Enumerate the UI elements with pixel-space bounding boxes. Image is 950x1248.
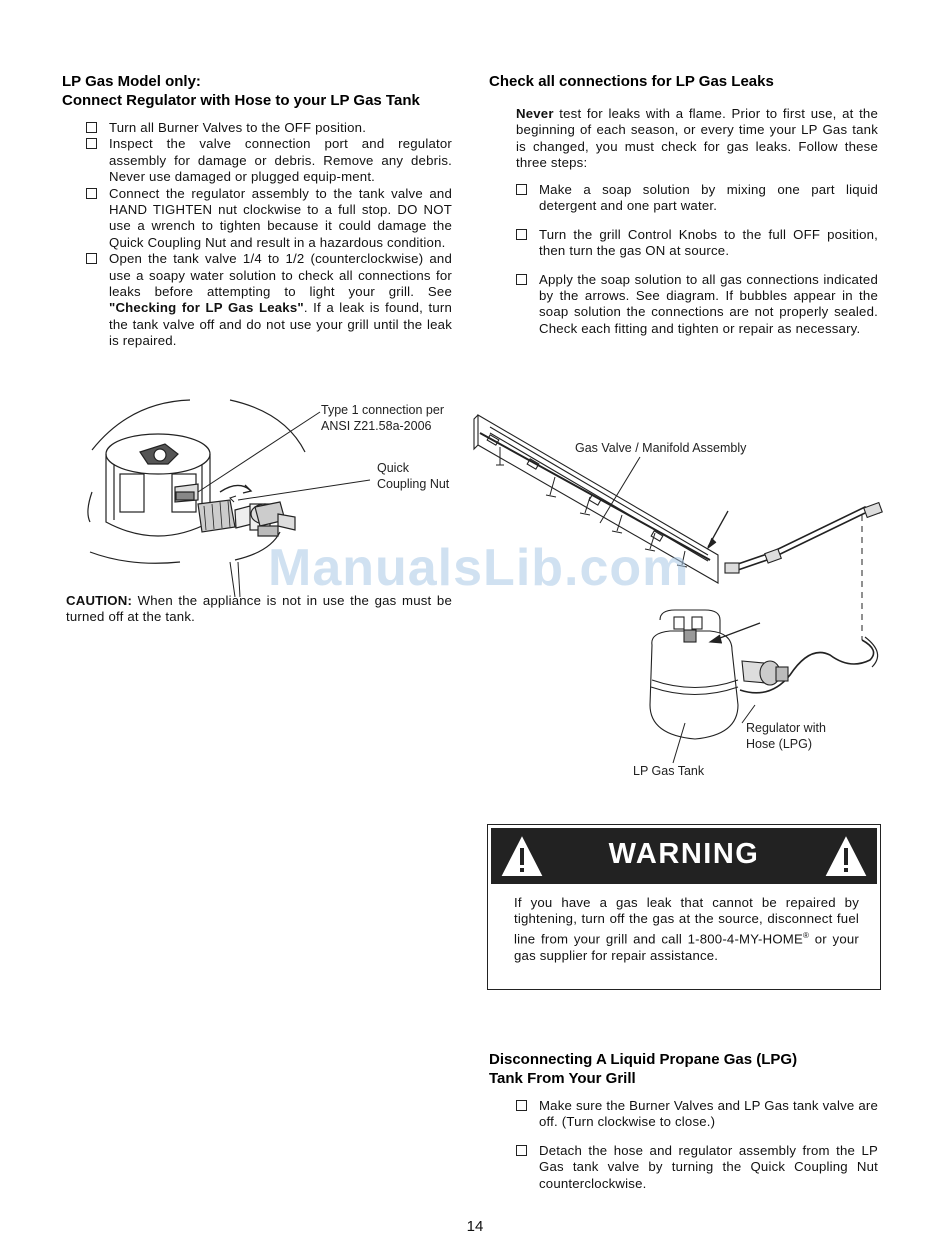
- disconnect-heading-1: Disconnecting A Liquid Propane Gas (LPG): [489, 1051, 798, 1068]
- warning-title: WARNING: [608, 838, 760, 870]
- leak-check-steps: [516, 182, 878, 337]
- checklist-item: [516, 1143, 878, 1192]
- checklist-item-text: Make sure the Burner Valves and LP Gas tank valve are off. (Turn clockwise to close.): [539, 1098, 878, 1130]
- disconnect-section: [489, 1050, 889, 1088]
- checklist-item: [516, 227, 878, 260]
- manifold-label: Gas Valve / Manifold Assembly: [575, 441, 747, 455]
- checkbox[interactable]: [86, 122, 97, 133]
- disconnect-heading-2: Tank From Your Grill: [489, 1070, 636, 1087]
- page-number: 14: [466, 1218, 484, 1235]
- checkbox[interactable]: [86, 188, 97, 199]
- checking-leaks-reference: "Checking for LP Gas Leaks": [109, 300, 304, 316]
- checkbox[interactable]: [516, 1100, 527, 1111]
- warning-banner: [491, 828, 877, 884]
- checklist-item: [516, 1098, 878, 1131]
- type1-connection-label: Type 1 connection per ANSI Z21.58a-2006: [321, 403, 444, 433]
- checklist-item-text: Turn the grill Control Knobs to the full OFF position, then turn the gas ON at source.: [539, 226, 878, 259]
- checklist-item-text: Connect the regulator assembly to the tank valve and HAND TIGHTEN nut clockwise to a full stop. DO NOT use a wrench to tighten because it could damage the Quick Coupling Nut and result in a hazardous condition.: [109, 185, 452, 250]
- checkbox[interactable]: [86, 138, 97, 149]
- quick-coupling-nut-label: Quick Coupling Nut: [377, 461, 450, 491]
- checkbox[interactable]: [516, 229, 527, 240]
- leak-check-intro: Never test for leaks with a flame. Prior to first use, at the beginning of each season, or every time your LP Gas tank is changed, you must check for gas leaks. Follow these three steps:: [516, 106, 878, 171]
- caution-text: When the appliance is not in use the gas must be turned off at the tank.: [66, 593, 452, 625]
- warning-text: If you have a gas leak that cannot be repaired by tightening, turn off the gas at the source, disconnect fuel line from your grill and call 1-800-4-MY-HOME® or your gas supplier for repair assistance.: [514, 895, 860, 963]
- checkbox[interactable]: [516, 1145, 527, 1156]
- left-heading-1: LP Gas Model only:: [62, 73, 201, 90]
- disconnect-steps: [516, 1098, 878, 1192]
- left-heading-2: Connect Regulator with Hose to your LP Gas Tank: [62, 92, 420, 109]
- checklist-item: [516, 272, 878, 338]
- checklist-item-text: Apply the soap solution to all gas connections indicated by the arrows. See diagram. If bubbles appear in the soap solution the connections are not properly sealed. Check each fitting and tighten or repair as necessary.: [539, 271, 878, 336]
- checklist-item-text: Open the tank valve 1/4 to 1/2 (counterclockwise) and use a soapy water solution to check all connections for leaks before attempting to light your grill. See "Checking for LP Gas Leaks". If a leak is found, turn the tank valve off and do not use your grill until the leak is repaired.: [109, 251, 452, 349]
- leak-check-heading: Check all connections for LP Gas Leaks: [489, 73, 774, 90]
- checkbox[interactable]: [86, 253, 97, 264]
- checklist-item: [86, 251, 452, 349]
- checklist-item: [86, 186, 452, 252]
- checkbox[interactable]: [516, 274, 527, 285]
- regulator-hose-label: Regulator with Hose (LPG): [746, 721, 826, 751]
- checklist-item: [86, 136, 452, 185]
- warning-box: [487, 824, 881, 990]
- checklist-item: [516, 182, 878, 215]
- right-section: [489, 72, 889, 91]
- checklist-item-text: Inspect the valve connection port and regulator assembly for damage or debris. Remove any debris. Never use damaged or plugged equip-ment.: [109, 136, 452, 185]
- left-section: [62, 72, 467, 110]
- registered-mark: ®: [803, 930, 810, 940]
- checklist-item-text: Detach the hose and regulator assembly from the LP Gas tank valve by turning the Quick Coupling Nut counterclockwise.: [539, 1142, 878, 1191]
- left-checklist: [86, 120, 452, 350]
- checkbox[interactable]: [516, 184, 527, 195]
- never-emphasis: Never: [516, 106, 554, 121]
- checklist-item-text: Turn all Burner Valves to the OFF position.: [109, 120, 367, 135]
- caution-label: CAUTION:: [66, 593, 133, 608]
- lp-gas-tank-label: LP Gas Tank: [633, 764, 705, 778]
- warning-triangle-icon: [821, 831, 871, 881]
- checklist-item: [86, 120, 452, 136]
- watermark: ManualsLib.com: [268, 539, 690, 597]
- checklist-item-text: Make a soap solution by mixing one part liquid detergent and one part water.: [539, 182, 878, 214]
